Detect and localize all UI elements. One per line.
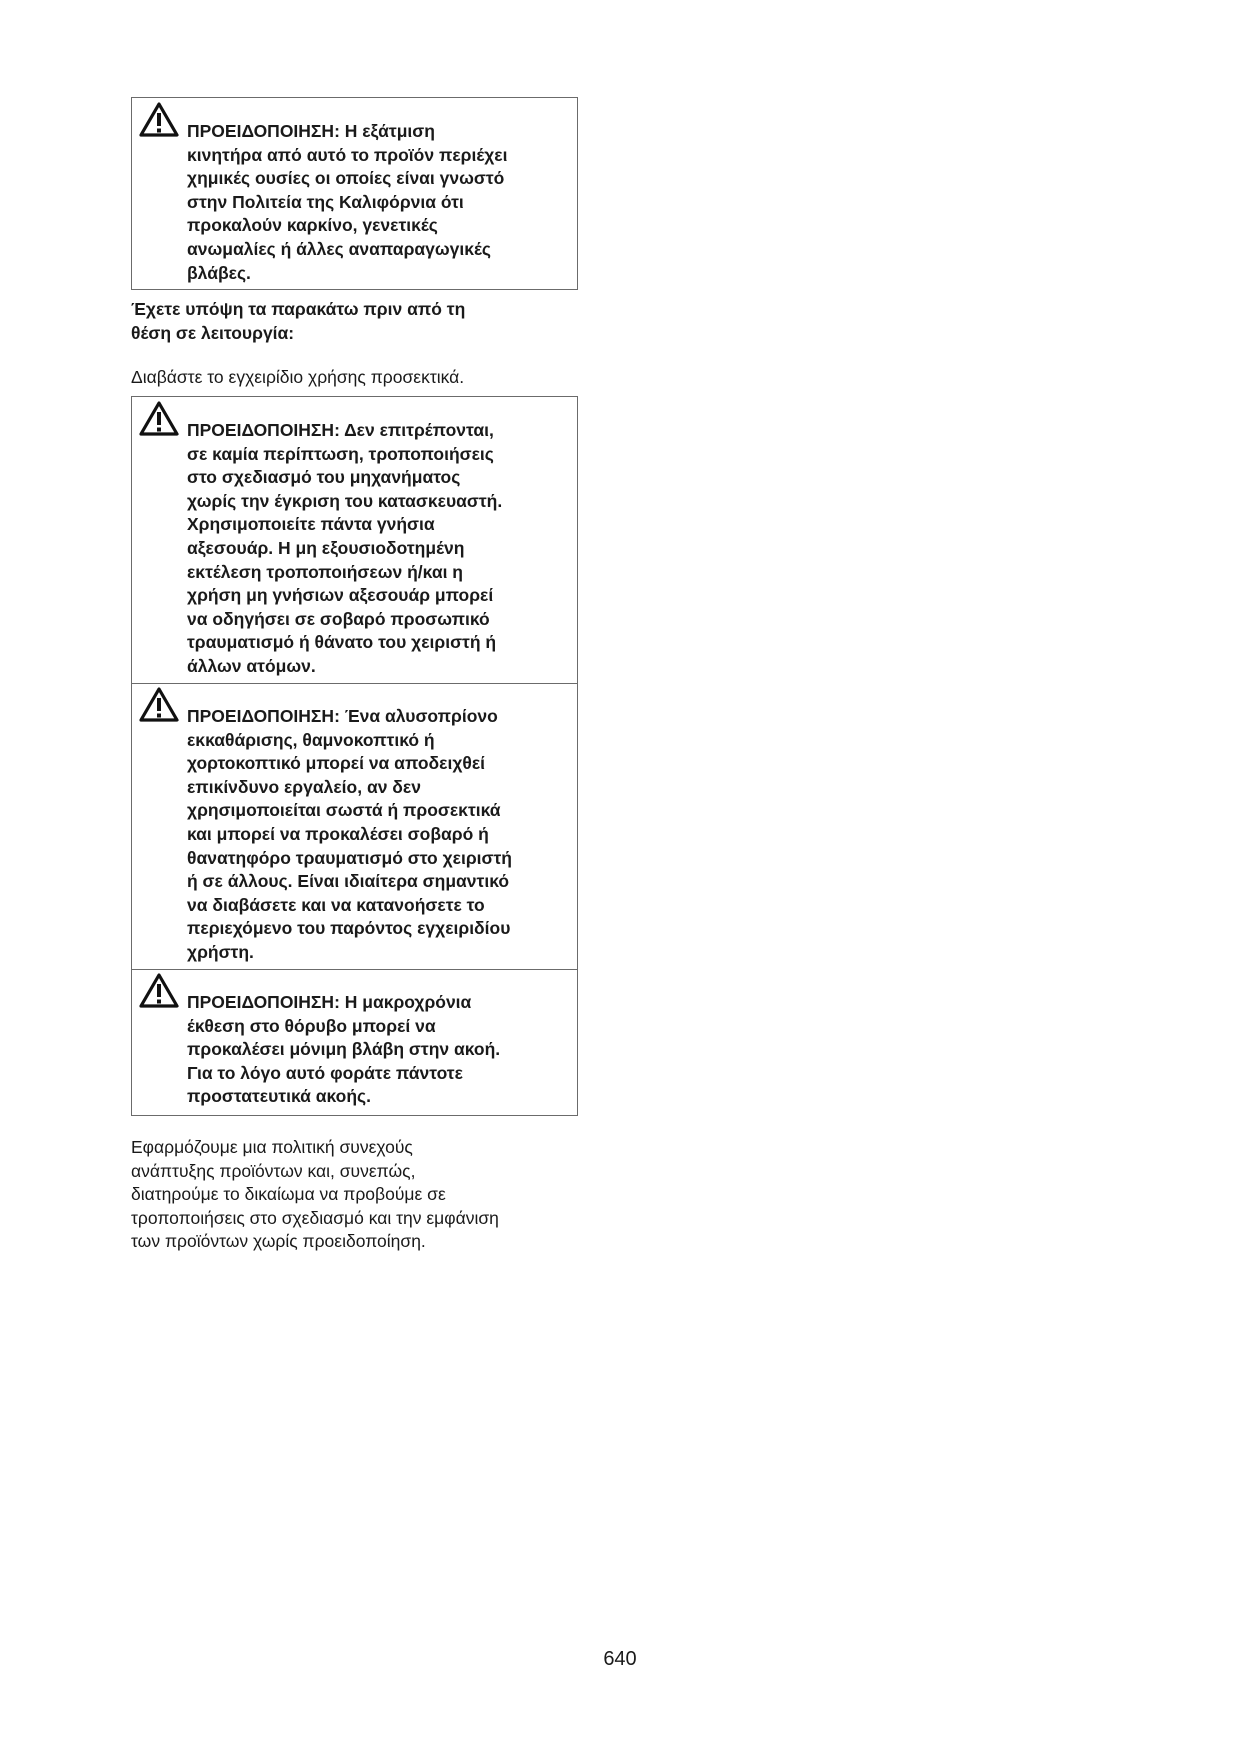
product-policy-text: Εφαρμόζουμε μια πολιτική συνεχούς ανάπτυξης προϊόντων και, συνεπώς, διατηρούμε το δικαίωμα να προβούμε σε τροποποιήσεις στο σχεδιασμό και την εμφάνιση των προϊόντων χωρίς προειδοποίηση. (131, 1137, 499, 1252)
warning-text: ΠΡΟΕΙΔΟΠΟΙΗΣΗ: Η μακροχρόνια έκθεση στο θόρυβο μπορεί να προκαλέσει μόνιμη βλάβη στην ακοή. Για το λόγο αυτό φοράτε πάντοτε προστατευτικά ακοής. (187, 992, 501, 1107)
page-number: 640 (603, 1648, 637, 1670)
warning-box-noise (131, 969, 578, 1116)
warning-triangle-icon (138, 101, 180, 138)
warning-triangle-icon (138, 972, 180, 1009)
warning-triangle-icon (138, 400, 180, 437)
warning-text: ΠΡΟΕΙΔΟΠΟΙΗΣΗ: Ένα αλυσοπρίονο εκκαθάρισης, θαμνοκοπτικό ή χορτοκοπτικό μπορεί να αποδειχθεί επικίνδυνο εργαλείο, αν δεν χρησιμοποιείται σωστά ή προσεκτικά και μπορεί να προκαλέσει σοβαρό ή θανατηφόρο τραυματισμό στο χειριστή ή σε άλλους. Είναι ιδιαίτερα σημαντικό να διαβάσετε και να κατανοήσετε το περιεχόμενο του παρόντος εγχειριδίου χρήστη. (187, 706, 512, 962)
warning-text: ΠΡΟΕΙΔΟΠΟΙΗΣΗ: Η εξάτμιση κινητήρα από αυτό το προϊόν περιέχει χημικές ουσίες οι οποίες είναι γνωστό στην Πολιτεία της Καλιφόρνια ότι προκαλούν καρκίνο, γενετικές ανωμαλίες ή άλλες αναπαραγωγικές βλάβες. (187, 121, 508, 283)
warning-box-modifications (131, 396, 578, 684)
warning-box-dangerous-tool (131, 683, 578, 970)
divider (132, 683, 577, 684)
warning-box-emissions (131, 97, 578, 290)
read-manual-text: Διαβάστε το εγχειρίδιο χρήσης προσεκτικά. (131, 367, 465, 387)
warning-text: ΠΡΟΕΙΔΟΠΟΙΗΣΗ: Δεν επιτρέπονται, σε καμία περίπτωση, τροποποιήσεις στο σχεδιασμό του μηχανήματος χωρίς την έγκριση του κατασκευαστή. Χρησιμοποιείτε πάντα γνήσια αξεσουάρ. Η μη εξουσιοδοτημένη εκτέλεση τροποποιήσεων ή/και η χρήση μη γνήσιων αξεσουάρ μπορεί να οδηγήσει σε σοβαρό προσωπικό τραυματισμό ή θάνατο του χειριστή ή άλλων ατόμων. (187, 420, 503, 676)
divider (132, 969, 577, 970)
warning-triangle-icon (138, 686, 180, 723)
before-use-heading: Έχετε υπόψη τα παρακάτω πριν από τη θέση σε λειτουργία: (131, 299, 466, 343)
